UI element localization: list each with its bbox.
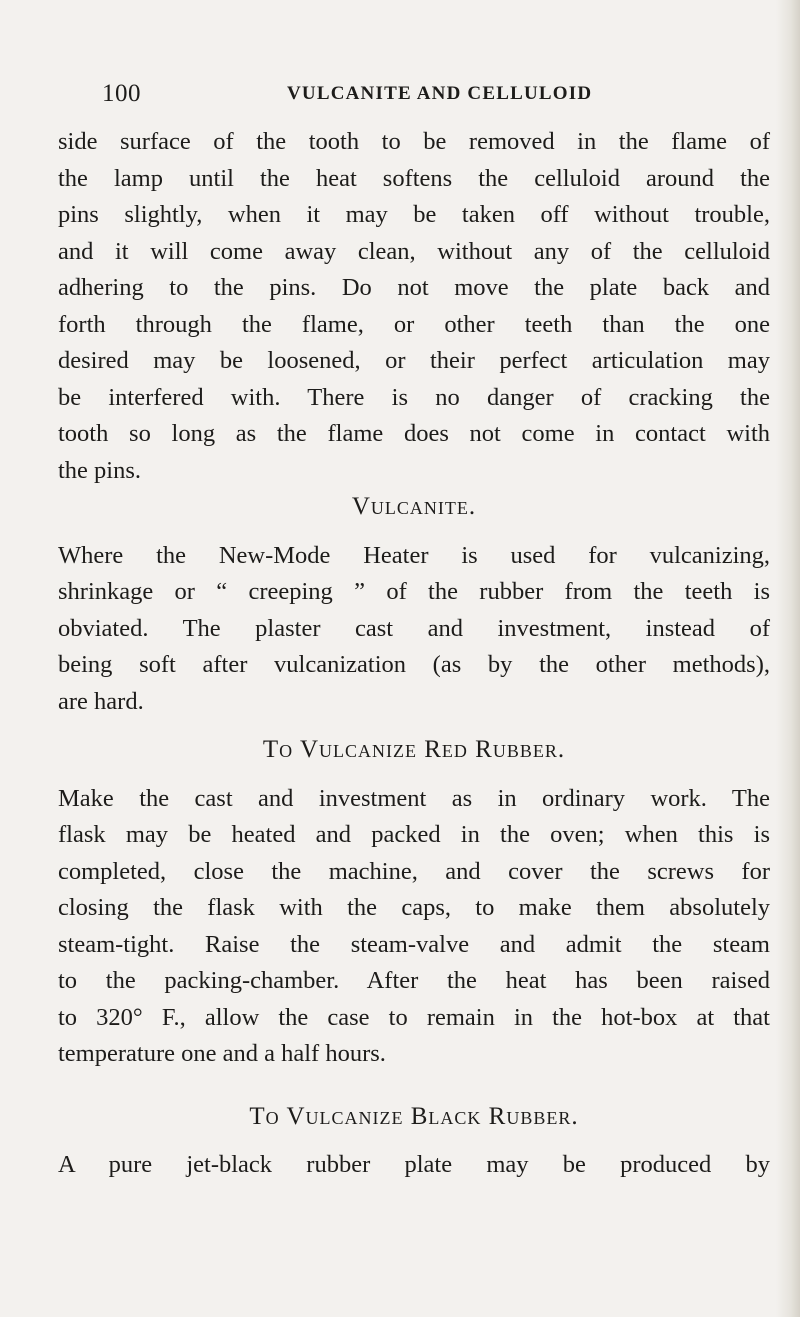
text-line: Make the cast and investment as in ordinary work. The — [58, 784, 770, 812]
section-heading-vulcanite: Vulcanite. — [351, 493, 477, 520]
text-line: flask may be heated and packed in the oven; when this is — [58, 821, 770, 848]
text-line: forth through the flame, or other teeth than the one — [58, 310, 770, 338]
text-line: to 320° F., allow the case to remain in the hot-box at that — [58, 1003, 770, 1031]
section-heading-black-rubber: To Vulcanize Black Rubber. — [249, 1102, 579, 1130]
text-line: the lamp until the heat softens the celluloid around the — [58, 164, 770, 192]
text-line: shrinkage or “ creeping ” of the rubber from the teeth is — [58, 578, 770, 605]
running-header — [102, 80, 762, 112]
text-line: are hard. — [58, 687, 144, 715]
text-line: obviated. The plaster cast and investment, instead of — [58, 614, 770, 642]
text-line: steam-tight. Raise the steam-valve and admit the steam — [58, 930, 770, 958]
body-text — [58, 124, 770, 1184]
text-line: being soft after vulcanization (as by the other methods), — [58, 651, 770, 678]
text-line: tooth so long as the flame does not come in contact with — [58, 420, 770, 447]
text-line: side surface of the tooth to be removed in the flame of — [58, 128, 770, 155]
text-line: and it will come away clean, without any of the celluloid — [58, 237, 770, 265]
text-line: closing the flask with the caps, to make them absolutely — [58, 894, 770, 921]
page-edge-shadow — [776, 0, 800, 1317]
text-line: desired may be loosened, or their perfect articulation may — [58, 347, 770, 374]
text-line: adhering to the pins. Do not move the plate back and — [58, 274, 770, 301]
text-line: to the packing-chamber. After the heat has been raised — [58, 967, 770, 994]
text-line: A pure jet-black rubber plate may be produced by — [58, 1151, 770, 1178]
paragraph-black-rubber — [58, 1147, 770, 1184]
paragraph-red-rubber — [58, 781, 770, 1073]
text-line: be interfered with. There is no danger of cracking the — [58, 383, 770, 411]
text-line: Where the New-Mode Heater is used for vulcanizing, — [58, 541, 770, 569]
text-line: temperature one and a half hours. — [58, 1040, 386, 1067]
paragraph-celluloid-removal — [58, 124, 770, 489]
paragraph-new-mode-heater — [58, 538, 770, 721]
page-number: 100 — [102, 80, 141, 107]
text-line: completed, close the machine, and cover the screws for — [58, 857, 770, 885]
section-heading-red-rubber: To Vulcanize Red Rubber. — [262, 736, 566, 763]
text-line: the pins. — [58, 456, 142, 484]
running-title: VULCANITE AND CELLULOID — [287, 83, 593, 104]
text-line: pins slightly, when it may be taken off without trouble, — [58, 201, 770, 228]
